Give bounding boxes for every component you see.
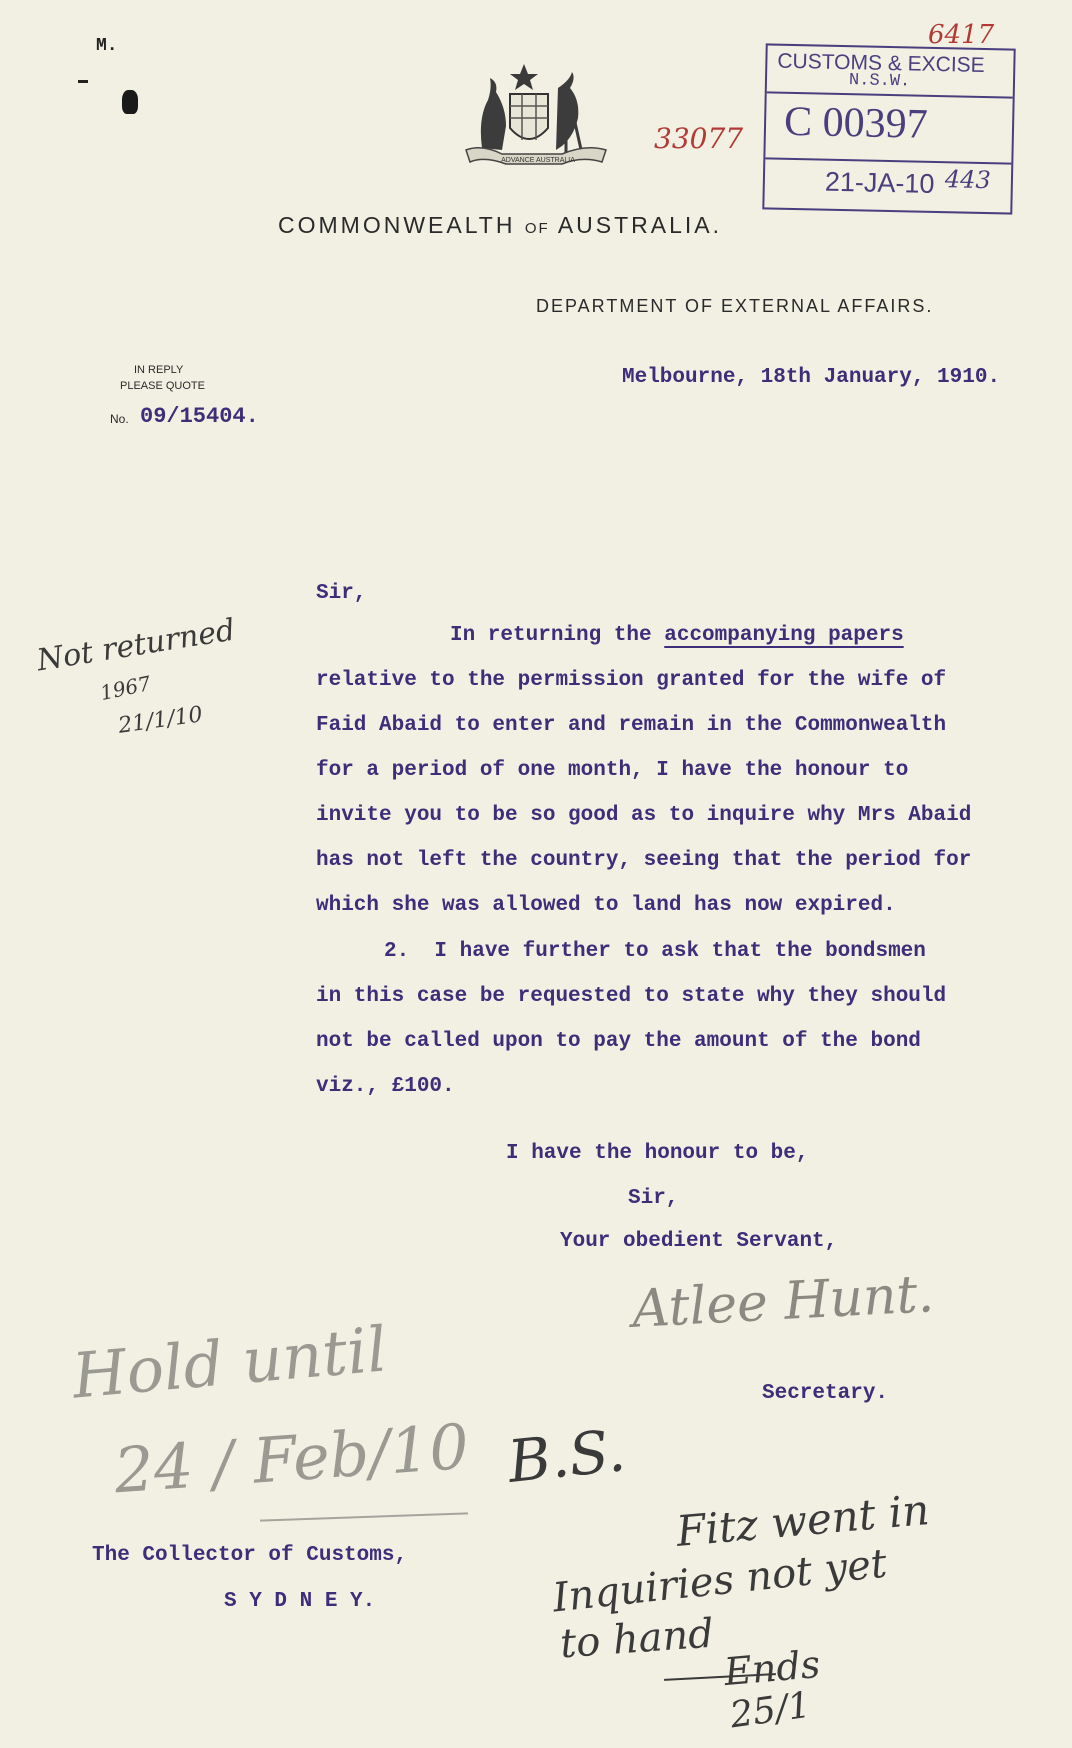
stamp-state: N.S.W. xyxy=(848,71,911,92)
letterhead-part2: AUSTRALIA. xyxy=(557,212,723,238)
hand-note-line-4: Ends xyxy=(722,1641,822,1695)
stamp-date: 21-JA-10 xyxy=(824,166,935,199)
reply-no-label: No. xyxy=(110,412,129,426)
body-line-3: Faid Abaid to enter and remain in the Commonwealth xyxy=(316,714,947,737)
customs-stamp xyxy=(762,43,1015,214)
body-line-7: which she was allowed to land has now expired. xyxy=(316,894,896,917)
reference-number: 09/15404. xyxy=(140,404,259,429)
coat-of-arms-icon xyxy=(462,58,614,174)
body-line-11: viz., £100. xyxy=(316,1075,455,1098)
reply-label-2: PLEASE QUOTE xyxy=(120,380,205,392)
body-line-5: invite you to be so good as to inquire why Mrs Abaid xyxy=(316,804,972,827)
body-line-1 xyxy=(450,624,904,647)
body-line-6: has not left the country, seeing that the period for xyxy=(316,849,972,872)
stamp-number: C 00397 xyxy=(783,98,929,148)
letterhead-of: OF xyxy=(524,220,550,237)
body-line-4: for a period of one month, I have the honour to xyxy=(316,759,909,782)
addressee-line-2: S Y D N E Y. xyxy=(224,1590,376,1613)
hand-note-line-3: to hand xyxy=(558,1610,716,1668)
motto-text: ADVANCE AUSTRALIA xyxy=(501,157,575,164)
reply-label-1: IN REPLY xyxy=(134,364,184,376)
pencil-underline xyxy=(260,1512,468,1521)
stamp-handwritten: 443 xyxy=(944,165,992,195)
underlined-phrase: accompanying papers xyxy=(664,624,904,647)
ink-blot xyxy=(122,90,138,114)
signature: Atlee Hunt. xyxy=(630,1264,936,1340)
pencil-note-line-1: Hold until xyxy=(69,1312,390,1413)
margin-note-line-3: 21/1/10 xyxy=(116,702,205,739)
red-number-top: 6417 xyxy=(928,20,995,50)
secretary-title: Secretary. xyxy=(762,1382,889,1405)
hand-note-line-2: Inquiries not yet xyxy=(550,1540,890,1622)
body-line-10: not be called upon to pay the amount of the bond xyxy=(316,1030,921,1053)
addressee-line-1: The Collector of Customs, xyxy=(92,1544,408,1567)
letterhead-title xyxy=(278,212,722,239)
ink-mark xyxy=(78,80,88,83)
letterhead-part1: COMMONWEALTH xyxy=(278,212,516,238)
pencil-note-line-2: 24 / Feb/10 xyxy=(111,1409,472,1508)
hand-note-line-5: 25/1 xyxy=(727,1684,814,1737)
closing-line-1: I have the honour to be, xyxy=(506,1142,809,1165)
hand-initials: B.S. xyxy=(504,1416,629,1496)
red-number-middle: 33077 xyxy=(654,122,744,155)
closing-line-2: Sir, xyxy=(628,1187,679,1210)
margin-note-line-2: 1967 xyxy=(98,670,153,706)
body-line-8: 2. I have further to ask that the bondsmen xyxy=(384,940,926,963)
corner-mark: M. xyxy=(96,36,118,56)
closing-line-3: Your obedient Servant, xyxy=(560,1230,838,1253)
department-name: DEPARTMENT OF EXTERNAL AFFAIRS. xyxy=(536,296,934,316)
date-line: Melbourne, 18th January, 1910. xyxy=(622,366,1001,389)
stamp-title: CUSTOMS & EXCISE xyxy=(777,49,985,77)
body-line-1-text: In returning the xyxy=(450,624,665,647)
salutation: Sir, xyxy=(316,582,367,605)
body-line-2: relative to the permission granted for the wife of xyxy=(316,669,947,692)
margin-note-line-1: Not returned xyxy=(34,612,238,679)
body-line-9: in this case be requested to state why they should xyxy=(316,985,947,1008)
hand-note-line-1: Fitz went in xyxy=(674,1485,932,1556)
